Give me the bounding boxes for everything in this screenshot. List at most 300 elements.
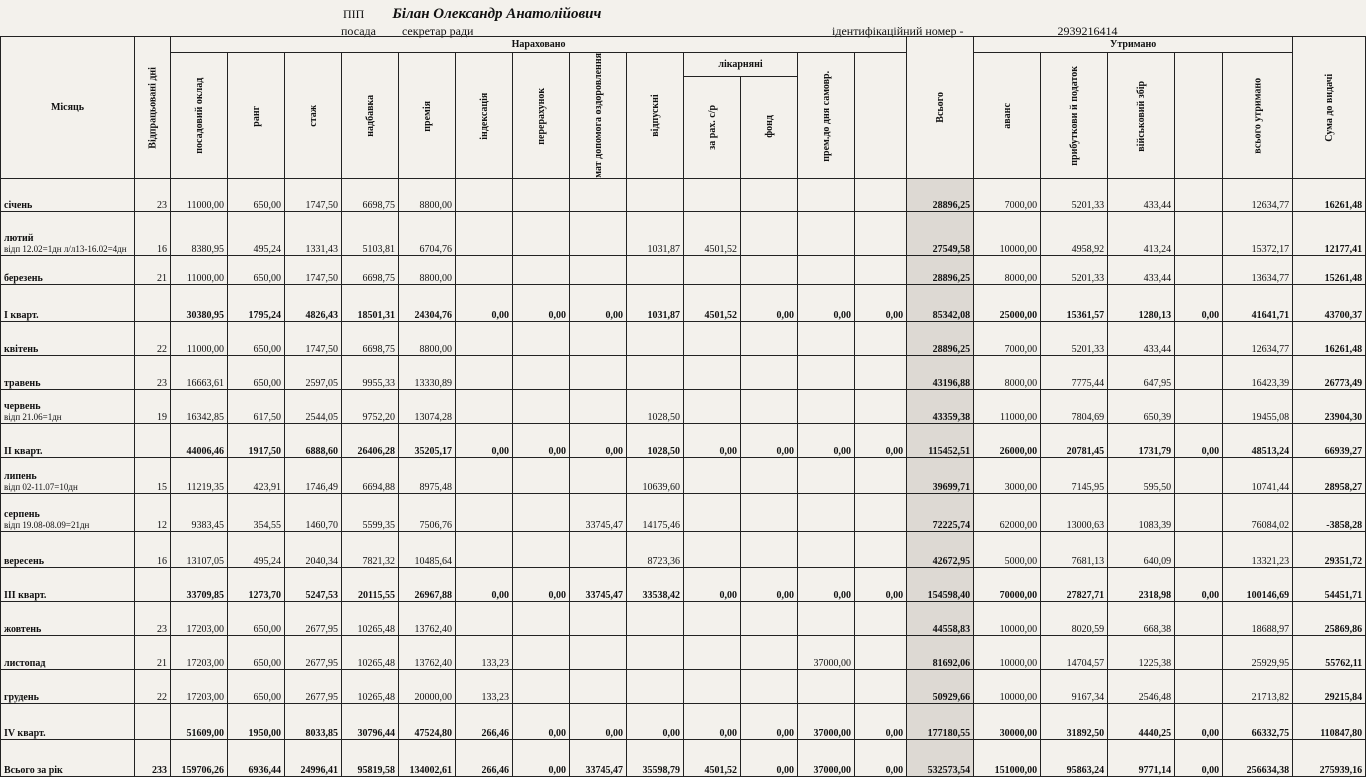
- col-advance: аванс: [974, 53, 1041, 179]
- accrued-cell: [684, 531, 741, 567]
- col-military-tax: військовий збір: [1108, 53, 1175, 179]
- month-label: IV кварт.: [4, 727, 46, 739]
- withheld-cell: 5201,33: [1041, 321, 1108, 355]
- month-cell: [1, 211, 135, 255]
- accrued-cell: 0,00: [855, 739, 907, 776]
- accrued-cell: [456, 255, 513, 284]
- accrued-cell: 6694,88: [342, 457, 399, 493]
- accrued-cell: [456, 178, 513, 211]
- accrued-cell: [627, 601, 684, 635]
- accrued-cell: [855, 355, 907, 389]
- accrued-cell: [513, 321, 570, 355]
- total-cell: 81692,06: [907, 635, 974, 669]
- withheld-cell: 14704,57: [1041, 635, 1108, 669]
- accrued-cell: [741, 601, 798, 635]
- withheld-cell: 8000,00: [974, 255, 1041, 284]
- accrued-cell: 2677,95: [285, 601, 342, 635]
- accrued-cell: 0,00: [513, 567, 570, 601]
- days-cell: 12: [135, 493, 171, 531]
- withheld-cell: 18688,97: [1223, 601, 1293, 635]
- total-cell: 28896,25: [907, 178, 974, 211]
- accrued-cell: 650,00: [228, 355, 285, 389]
- withheld-cell: [1175, 211, 1223, 255]
- to-pay-cell: 15261,48: [1293, 255, 1366, 284]
- col-sick-fund: фонд: [741, 76, 798, 178]
- accrued-cell: 4501,52: [684, 284, 741, 321]
- accrued-cell: 0,00: [855, 703, 907, 739]
- accrued-cell: 6698,75: [342, 178, 399, 211]
- withheld-cell: 76084,02: [1223, 493, 1293, 531]
- accrued-cell: 14175,46: [627, 493, 684, 531]
- accrued-cell: [627, 635, 684, 669]
- total-cell: 532573,54: [907, 739, 974, 776]
- accrued-cell: 13762,40: [399, 601, 456, 635]
- withheld-cell: 13321,23: [1223, 531, 1293, 567]
- withheld-cell: [1175, 321, 1223, 355]
- withheld-cell: [1175, 178, 1223, 211]
- month-label: липень: [4, 470, 37, 482]
- accrued-cell: [513, 531, 570, 567]
- withheld-cell: 1731,79: [1108, 423, 1175, 457]
- accrued-cell: 11219,35: [171, 457, 228, 493]
- position-label: посада: [341, 24, 376, 38]
- withheld-cell: [1175, 355, 1223, 389]
- withheld-cell: 7804,69: [1041, 389, 1108, 423]
- accrued-cell: 1031,87: [627, 211, 684, 255]
- accrued-cell: [570, 389, 627, 423]
- accrued-cell: 6704,76: [399, 211, 456, 255]
- total-cell: 39699,71: [907, 457, 974, 493]
- withheld-cell: 10000,00: [974, 601, 1041, 635]
- month-label: березень: [4, 272, 43, 284]
- col-total-withheld: всього утримано: [1223, 53, 1293, 179]
- accrued-cell: 650,00: [228, 255, 285, 284]
- withheld-cell: 595,50: [1108, 457, 1175, 493]
- col-days: Відпрацьовані дні: [135, 37, 171, 179]
- accrued-cell: 0,00: [741, 284, 798, 321]
- withheld-cell: 100146,69: [1223, 567, 1293, 601]
- withheld-cell: [1175, 669, 1223, 703]
- accrued-cell: [456, 355, 513, 389]
- withheld-cell: 16423,39: [1223, 355, 1293, 389]
- accrued-cell: [684, 255, 741, 284]
- accrued-cell: [798, 457, 855, 493]
- total-cell: 72225,74: [907, 493, 974, 531]
- accrued-cell: [570, 457, 627, 493]
- withheld-cell: 5000,00: [974, 531, 1041, 567]
- total-cell: 42672,95: [907, 531, 974, 567]
- accrued-cell: 159706,26: [171, 739, 228, 776]
- accrued-cell: [627, 669, 684, 703]
- withheld-cell: 7000,00: [974, 321, 1041, 355]
- accrued-cell: 0,00: [627, 703, 684, 739]
- accrued-cell: 24996,41: [285, 739, 342, 776]
- total-cell: 44558,83: [907, 601, 974, 635]
- month-cell: [1, 389, 135, 423]
- accrued-cell: [855, 457, 907, 493]
- accrued-cell: [513, 493, 570, 531]
- accrued-cell: 33745,47: [570, 739, 627, 776]
- accrued-cell: 7506,76: [399, 493, 456, 531]
- month-cell: [1, 457, 135, 493]
- accrued-cell: [741, 321, 798, 355]
- withheld-cell: 0,00: [1175, 284, 1223, 321]
- withheld-cell: 4958,92: [1041, 211, 1108, 255]
- accrued-cell: [741, 669, 798, 703]
- withheld-cell: 10741,44: [1223, 457, 1293, 493]
- accrued-cell: 6888,60: [285, 423, 342, 457]
- month-label: травень: [4, 377, 41, 389]
- col-empty-withheld: [1175, 53, 1223, 179]
- accrued-cell: 1273,70: [228, 567, 285, 601]
- withheld-cell: 25000,00: [974, 284, 1041, 321]
- accrued-cell: 8033,85: [285, 703, 342, 739]
- accrued-cell: 1747,50: [285, 178, 342, 211]
- month-cell: [1, 703, 135, 739]
- accrued-cell: [855, 635, 907, 669]
- withheld-cell: 7681,13: [1041, 531, 1108, 567]
- table-row: [1, 493, 1366, 531]
- accrued-cell: 6936,44: [228, 739, 285, 776]
- accrued-cell: 0,00: [456, 567, 513, 601]
- to-pay-cell: 55762,11: [1293, 635, 1366, 669]
- accrued-cell: 650,00: [228, 321, 285, 355]
- accrued-cell: 10485,64: [399, 531, 456, 567]
- accrued-cell: [684, 389, 741, 423]
- total-cell: 43359,38: [907, 389, 974, 423]
- accrued-cell: [456, 321, 513, 355]
- col-income-tax: прибуткови й податок: [1041, 53, 1108, 179]
- accrued-cell: [456, 493, 513, 531]
- days-cell: [135, 567, 171, 601]
- table-row: [1, 178, 1366, 211]
- month-label: Всього за рік: [4, 764, 63, 776]
- withheld-cell: [1175, 255, 1223, 284]
- month-label: вересень: [4, 555, 45, 567]
- withheld-cell: 30000,00: [974, 703, 1041, 739]
- accrued-cell: [798, 355, 855, 389]
- month-note: відп 21.06=1дн: [4, 411, 62, 422]
- withheld-cell: 7145,95: [1041, 457, 1108, 493]
- position-value: секретар ради: [401, 24, 474, 38]
- accrued-cell: 0,00: [570, 423, 627, 457]
- accrued-cell: 10265,48: [342, 669, 399, 703]
- days-cell: [135, 284, 171, 321]
- accrued-cell: 8800,00: [399, 255, 456, 284]
- accrued-cell: [513, 601, 570, 635]
- total-cell: 43196,88: [907, 355, 974, 389]
- total-cell: 115452,51: [907, 423, 974, 457]
- col-rank: ранг: [228, 53, 285, 179]
- month-label: листопад: [4, 657, 46, 669]
- accrued-cell: [741, 493, 798, 531]
- accrued-cell: [513, 457, 570, 493]
- col-total: Всього: [907, 37, 974, 179]
- to-pay-cell: 43700,37: [1293, 284, 1366, 321]
- accrued-cell: 4501,52: [684, 211, 741, 255]
- accrued-cell: 11000,00: [171, 321, 228, 355]
- withheld-cell: 20781,45: [1041, 423, 1108, 457]
- accrued-cell: [513, 389, 570, 423]
- accrued-cell: [855, 493, 907, 531]
- month-cell: [1, 669, 135, 703]
- accrued-cell: 11000,00: [171, 178, 228, 211]
- withheld-cell: 41641,71: [1223, 284, 1293, 321]
- accrued-cell: [627, 178, 684, 211]
- withheld-cell: 413,24: [1108, 211, 1175, 255]
- accrued-cell: 10265,48: [342, 635, 399, 669]
- accrued-cell: 8380,95: [171, 211, 228, 255]
- withheld-cell: 9771,14: [1108, 739, 1175, 776]
- col-accrued: Нараховано: [171, 37, 907, 53]
- accrued-cell: [570, 211, 627, 255]
- col-premium: премія: [399, 53, 456, 179]
- table-row: [1, 284, 1366, 321]
- accrued-cell: [798, 669, 855, 703]
- accrued-cell: [684, 457, 741, 493]
- col-recalc: перерахунок: [513, 53, 570, 179]
- accrued-cell: 1747,50: [285, 321, 342, 355]
- accrued-cell: 24304,76: [399, 284, 456, 321]
- withheld-cell: 26000,00: [974, 423, 1041, 457]
- table-row: [1, 703, 1366, 739]
- accrued-cell: [798, 211, 855, 255]
- withheld-cell: 5201,33: [1041, 178, 1108, 211]
- accrued-cell: [570, 321, 627, 355]
- table-row: [1, 457, 1366, 493]
- accrued-cell: 35598,79: [627, 739, 684, 776]
- days-cell: 19: [135, 389, 171, 423]
- withheld-cell: 10000,00: [974, 635, 1041, 669]
- accrued-cell: 1747,50: [285, 255, 342, 284]
- accrued-cell: [684, 355, 741, 389]
- withheld-cell: 433,44: [1108, 321, 1175, 355]
- accrued-cell: 10265,48: [342, 601, 399, 635]
- accrued-cell: 354,55: [228, 493, 285, 531]
- accrued-cell: 0,00: [513, 284, 570, 321]
- col-health-aid: мат допомога оздоровлення: [570, 53, 627, 179]
- accrued-cell: [855, 601, 907, 635]
- accrued-cell: [855, 669, 907, 703]
- month-note: відп 02-11.07=10дн: [4, 481, 78, 492]
- accrued-cell: [456, 457, 513, 493]
- withheld-cell: 70000,00: [974, 567, 1041, 601]
- accrued-cell: 17203,00: [171, 669, 228, 703]
- total-cell: 28896,25: [907, 321, 974, 355]
- table-row: [1, 739, 1366, 776]
- withheld-cell: 19455,08: [1223, 389, 1293, 423]
- accrued-cell: [741, 389, 798, 423]
- accrued-cell: 13762,40: [399, 635, 456, 669]
- accrued-cell: 495,24: [228, 211, 285, 255]
- to-pay-cell: 54451,71: [1293, 567, 1366, 601]
- accrued-cell: 1795,24: [228, 284, 285, 321]
- accrued-cell: 10639,60: [627, 457, 684, 493]
- accrued-cell: [741, 635, 798, 669]
- accrued-cell: 47524,80: [399, 703, 456, 739]
- withheld-cell: 9167,34: [1041, 669, 1108, 703]
- month-label: жовтень: [4, 623, 42, 635]
- withheld-cell: 11000,00: [974, 389, 1041, 423]
- withheld-cell: 5201,33: [1041, 255, 1108, 284]
- withheld-cell: 48513,24: [1223, 423, 1293, 457]
- accrued-cell: [513, 669, 570, 703]
- id-value: 2939216414: [1057, 24, 1118, 38]
- days-cell: 23: [135, 178, 171, 211]
- accrued-cell: 26406,28: [342, 423, 399, 457]
- month-cell: [1, 284, 135, 321]
- table-row: [1, 567, 1366, 601]
- to-pay-cell: 16261,48: [1293, 178, 1366, 211]
- accrued-cell: 5599,35: [342, 493, 399, 531]
- accrued-cell: 423,91: [228, 457, 285, 493]
- accrued-cell: [798, 531, 855, 567]
- withheld-cell: 12634,77: [1223, 321, 1293, 355]
- accrued-cell: 30380,95: [171, 284, 228, 321]
- accrued-cell: 16342,85: [171, 389, 228, 423]
- accrued-cell: 6698,75: [342, 255, 399, 284]
- accrued-cell: 0,00: [513, 739, 570, 776]
- accrued-cell: [570, 601, 627, 635]
- accrued-cell: [855, 531, 907, 567]
- withheld-cell: 1280,13: [1108, 284, 1175, 321]
- accrued-cell: 0,00: [855, 423, 907, 457]
- id-label: ідентифікаційний номер -: [832, 24, 964, 38]
- accrued-cell: 0,00: [798, 423, 855, 457]
- month-cell: [1, 531, 135, 567]
- accrued-cell: [513, 178, 570, 211]
- accrued-cell: 6698,75: [342, 321, 399, 355]
- accrued-cell: 37000,00: [798, 635, 855, 669]
- withheld-cell: 0,00: [1175, 423, 1223, 457]
- withheld-cell: 8000,00: [974, 355, 1041, 389]
- col-month: Місяць: [1, 37, 135, 179]
- accrued-cell: 0,00: [741, 703, 798, 739]
- withheld-cell: 640,09: [1108, 531, 1175, 567]
- accrued-cell: 35205,17: [399, 423, 456, 457]
- accrued-cell: 17203,00: [171, 601, 228, 635]
- col-self-gov-premium: прем.до дня самовр.: [798, 53, 855, 179]
- withheld-cell: [1175, 493, 1223, 531]
- month-label: лютий: [4, 232, 34, 244]
- accrued-cell: 51609,00: [171, 703, 228, 739]
- col-bonus-pay: надбавка: [342, 53, 399, 179]
- accrued-cell: 617,50: [228, 389, 285, 423]
- table-row: [1, 255, 1366, 284]
- accrued-cell: 33745,47: [570, 493, 627, 531]
- accrued-cell: [741, 211, 798, 255]
- accrued-cell: 133,23: [456, 669, 513, 703]
- withheld-cell: 13634,77: [1223, 255, 1293, 284]
- pib-label: ПІП: [343, 7, 365, 21]
- withheld-cell: 7775,44: [1041, 355, 1108, 389]
- withheld-cell: 31892,50: [1041, 703, 1108, 739]
- accrued-cell: 33745,47: [570, 567, 627, 601]
- accrued-cell: 133,23: [456, 635, 513, 669]
- accrued-cell: [855, 255, 907, 284]
- to-pay-cell: 26773,49: [1293, 355, 1366, 389]
- accrued-cell: 0,00: [570, 284, 627, 321]
- accrued-cell: [684, 601, 741, 635]
- accrued-cell: [684, 635, 741, 669]
- accrued-cell: 4501,52: [684, 739, 741, 776]
- total-cell: 50929,66: [907, 669, 974, 703]
- accrued-cell: [513, 355, 570, 389]
- accrued-cell: [570, 178, 627, 211]
- table-row: [1, 669, 1366, 703]
- days-cell: 23: [135, 601, 171, 635]
- month-label: серпень: [4, 508, 40, 520]
- accrued-cell: 16663,61: [171, 355, 228, 389]
- withheld-cell: 21713,82: [1223, 669, 1293, 703]
- accrued-cell: 95819,58: [342, 739, 399, 776]
- days-cell: [135, 423, 171, 457]
- to-pay-cell: 110847,80: [1293, 703, 1366, 739]
- col-indexation: індексація: [456, 53, 513, 179]
- month-cell: [1, 423, 135, 457]
- withheld-cell: 62000,00: [974, 493, 1041, 531]
- accrued-cell: [513, 635, 570, 669]
- accrued-cell: [456, 211, 513, 255]
- accrued-cell: [798, 601, 855, 635]
- table-row: [1, 531, 1366, 567]
- accrued-cell: 650,00: [228, 178, 285, 211]
- month-cell: [1, 321, 135, 355]
- withheld-cell: 256634,38: [1223, 739, 1293, 776]
- to-pay-cell: 12177,41: [1293, 211, 1366, 255]
- table-row: [1, 211, 1366, 255]
- accrued-cell: 0,00: [456, 423, 513, 457]
- table-row: [1, 389, 1366, 423]
- table-row: [1, 601, 1366, 635]
- accrued-cell: [684, 321, 741, 355]
- to-pay-cell: 29351,72: [1293, 531, 1366, 567]
- accrued-cell: [855, 178, 907, 211]
- accrued-cell: 650,00: [228, 635, 285, 669]
- withheld-cell: 433,44: [1108, 255, 1175, 284]
- withheld-cell: 15361,57: [1041, 284, 1108, 321]
- accrued-cell: 0,00: [798, 284, 855, 321]
- days-cell: 16: [135, 211, 171, 255]
- to-pay-cell: 23904,30: [1293, 389, 1366, 423]
- accrued-cell: 0,00: [684, 567, 741, 601]
- accrued-cell: [570, 669, 627, 703]
- withheld-cell: 647,95: [1108, 355, 1175, 389]
- month-label: грудень: [4, 691, 39, 703]
- accrued-cell: [741, 255, 798, 284]
- month-note: відп 12.02=1дн л/л13-16.02=4дн: [4, 243, 127, 254]
- accrued-cell: 9752,20: [342, 389, 399, 423]
- accrued-cell: 1917,50: [228, 423, 285, 457]
- total-cell: 27549,58: [907, 211, 974, 255]
- accrued-cell: 20000,00: [399, 669, 456, 703]
- accrued-cell: 20115,55: [342, 567, 399, 601]
- accrued-cell: [684, 178, 741, 211]
- accrued-cell: 2677,95: [285, 635, 342, 669]
- accrued-cell: [684, 669, 741, 703]
- days-cell: 16: [135, 531, 171, 567]
- accrued-cell: [627, 255, 684, 284]
- col-sick: лікарняні: [684, 53, 798, 77]
- accrued-cell: 1746,49: [285, 457, 342, 493]
- accrued-cell: [627, 321, 684, 355]
- withheld-cell: [1175, 389, 1223, 423]
- accrued-cell: 26967,88: [399, 567, 456, 601]
- accrued-cell: 1028,50: [627, 389, 684, 423]
- withheld-cell: 8020,59: [1041, 601, 1108, 635]
- accrued-cell: 1028,50: [627, 423, 684, 457]
- accrued-cell: 7821,32: [342, 531, 399, 567]
